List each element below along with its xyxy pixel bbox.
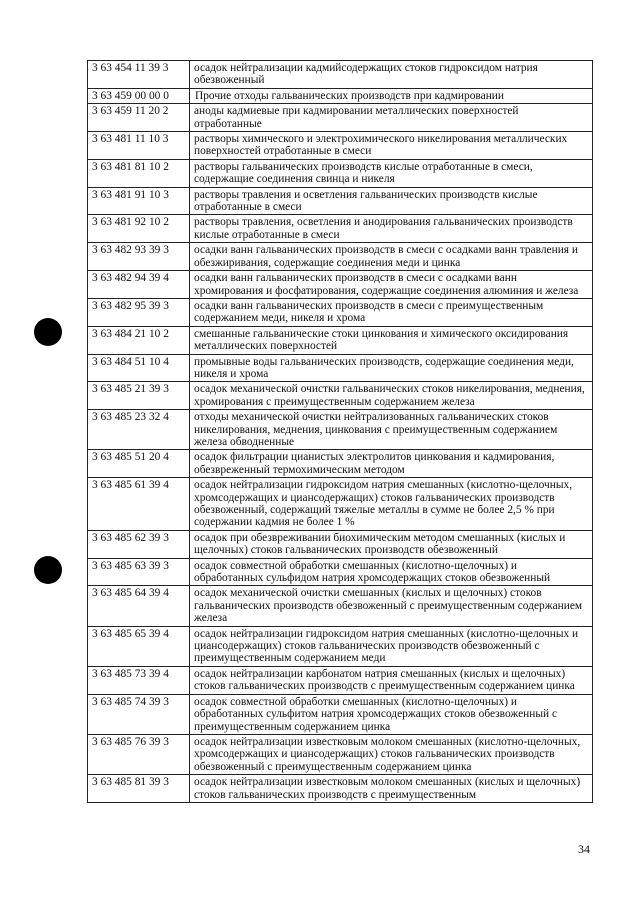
- waste-code: 3 63 485 64 39 4: [88, 586, 190, 626]
- table-row: [88, 61, 593, 89]
- waste-description: осадки ванн гальванических производств в смеси с осадками ванн хромирования и фосфатирования, содержащие соединения алюминия и железа: [190, 271, 593, 299]
- punch-hole: [34, 318, 62, 346]
- table-row: [88, 104, 593, 132]
- waste-code: 3 63 481 11 10 3: [88, 132, 190, 160]
- table-row: [88, 775, 593, 803]
- table-row: [88, 478, 593, 531]
- waste-code: 3 63 482 93 39 3: [88, 243, 190, 271]
- waste-code: 3 63 484 51 10 4: [88, 354, 190, 382]
- waste-code: 3 63 485 62 39 3: [88, 530, 190, 558]
- table-row: [88, 586, 593, 626]
- table-row: [88, 558, 593, 586]
- waste-code: 3 63 484 21 10 2: [88, 326, 190, 354]
- waste-description: осадок механической очистки смешанных (кислых и щелочных) стоков гальванических производств обезвоженный с преимущественным содержанием железа: [190, 586, 593, 626]
- table-row: [88, 382, 593, 410]
- waste-code: 3 63 485 65 39 4: [88, 626, 190, 666]
- waste-code: 3 63 485 21 39 3: [88, 382, 190, 410]
- waste-description: отходы механической очистки нейтрализованных гальванических стоков никелирования, меднения, цинкования с преимущественным содержанием железа обводненные: [190, 410, 593, 450]
- waste-description: осадок нейтрализации известковым молоком смешанных (кислотно-щелочных, хромсодержащих и циансодержащих) стоков гальванических производств обезвоженный с преимущественным содержанием цинка: [190, 734, 593, 774]
- waste-code: 3 63 485 81 39 3: [88, 775, 190, 803]
- waste-codes-table: [87, 60, 593, 803]
- waste-description: растворы травления и осветления гальванических производств кислые отработанные в смеси: [190, 187, 593, 215]
- waste-description: Прочие отходы гальванических производств при кадмировании: [190, 88, 593, 103]
- waste-description: аноды кадмиевые при кадмировании металлических поверхностей отработанные: [190, 104, 593, 132]
- waste-code: 3 63 481 81 10 2: [88, 159, 190, 187]
- waste-description: осадки ванн гальванических производств в смеси с осадками ванн травления и обезжиривания, содержащие соединения меди и цинка: [190, 243, 593, 271]
- waste-code: 3 63 485 76 39 3: [88, 734, 190, 774]
- waste-code: 3 63 485 61 39 4: [88, 478, 190, 531]
- table-group-row: [88, 88, 593, 103]
- waste-description: промывные воды гальванических производств, содержащие соединения меди, никеля и хрома: [190, 354, 593, 382]
- table-row: [88, 298, 593, 326]
- table-row: [88, 530, 593, 558]
- waste-code: 3 63 454 11 39 3: [88, 61, 190, 89]
- waste-description: осадок совместной обработки смешанных (кислотно-щелочных) и обработанных сульфидом натрия хромсодержащих стоков обезвоженный: [190, 558, 593, 586]
- table-row: [88, 410, 593, 450]
- page-number: 34: [578, 842, 590, 856]
- table-row: [88, 354, 593, 382]
- punch-hole: [34, 556, 62, 584]
- waste-description: осадок нейтрализации гидроксидом натрия смешанных (кислотно-щелочных, хромсодержащих и циансодержащих) стоков гальванических производств обезвоженный, содержащий тяжелые металлы в сумме не более 2,5 % при содержании кадмия не более 1 %: [190, 478, 593, 531]
- waste-description: осадок нейтрализации кадмийсодержащих стоков гидроксидом натрия обезвоженный: [190, 61, 593, 89]
- table-row: [88, 271, 593, 299]
- waste-code: 3 63 459 00 00 0: [88, 88, 190, 103]
- waste-code: 3 63 481 91 10 3: [88, 187, 190, 215]
- waste-description: осадок при обезвреживании биохимическим методом смешанных (кислых и щелочных) стоков гальванических производств обезвоженный: [190, 530, 593, 558]
- table-row: [88, 159, 593, 187]
- table-row: [88, 187, 593, 215]
- table-row: [88, 326, 593, 354]
- table-row: [88, 243, 593, 271]
- waste-code: 3 63 485 63 39 3: [88, 558, 190, 586]
- waste-description: осадок нейтрализации гидроксидом натрия смешанных (кислотно-щелочных и циансодержащих) стоков гальванических производств обезвоженный с преимущественным содержанием меди: [190, 626, 593, 666]
- waste-code: 3 63 485 73 39 4: [88, 666, 190, 694]
- waste-code: 3 63 482 94 39 4: [88, 271, 190, 299]
- waste-code: 3 63 485 74 39 3: [88, 694, 190, 734]
- waste-description: осадок нейтрализации известковым молоком смешанных (кислых и щелочных) стоков гальванических производств с преимущественным: [190, 775, 593, 803]
- table-body: [88, 61, 593, 803]
- waste-description: смешанные гальванические стоки цинкования и химического оксидирования металлических поверхностей: [190, 326, 593, 354]
- table-row: [88, 215, 593, 243]
- table-row: [88, 734, 593, 774]
- table-row: [88, 450, 593, 478]
- waste-description: осадок механической очистки гальванических стоков никелирования, меднения, хромирования с преимущественным содержанием железа: [190, 382, 593, 410]
- table-row: [88, 694, 593, 734]
- table-row: [88, 626, 593, 666]
- waste-description: осадок фильтрации цианистых электролитов цинкования и кадмирования, обезвреженный термохимическим методом: [190, 450, 593, 478]
- waste-description: осадок совместной обработки смешанных (кислотно-щелочных) и обработанных сульфитом натрия хромсодержащих стоков обезвоженный с преимущественным содержанием цинка: [190, 694, 593, 734]
- waste-description: осадок нейтрализации карбонатом натрия смешанных (кислых и щелочных) стоков гальванических производств с преимущественным содержанием цинка: [190, 666, 593, 694]
- waste-code: 3 63 485 51 20 4: [88, 450, 190, 478]
- waste-description: растворы травления, осветления и анодирования гальванических производств кислые отработанные в смеси: [190, 215, 593, 243]
- waste-code: 3 63 485 23 32 4: [88, 410, 190, 450]
- waste-code: 3 63 481 92 10 2: [88, 215, 190, 243]
- table-row: [88, 132, 593, 160]
- table-row: [88, 666, 593, 694]
- waste-code: 3 63 482 95 39 3: [88, 298, 190, 326]
- waste-code: 3 63 459 11 20 2: [88, 104, 190, 132]
- waste-description: растворы гальванических производств кислые отработанные в смеси, содержащие соединения свинца и никеля: [190, 159, 593, 187]
- waste-description: осадки ванн гальванических производств в смеси с преимущественным содержанием меди, никеля и хрома: [190, 298, 593, 326]
- waste-description: растворы химического и электрохимического никелирования металлических поверхностей отработанные в смеси: [190, 132, 593, 160]
